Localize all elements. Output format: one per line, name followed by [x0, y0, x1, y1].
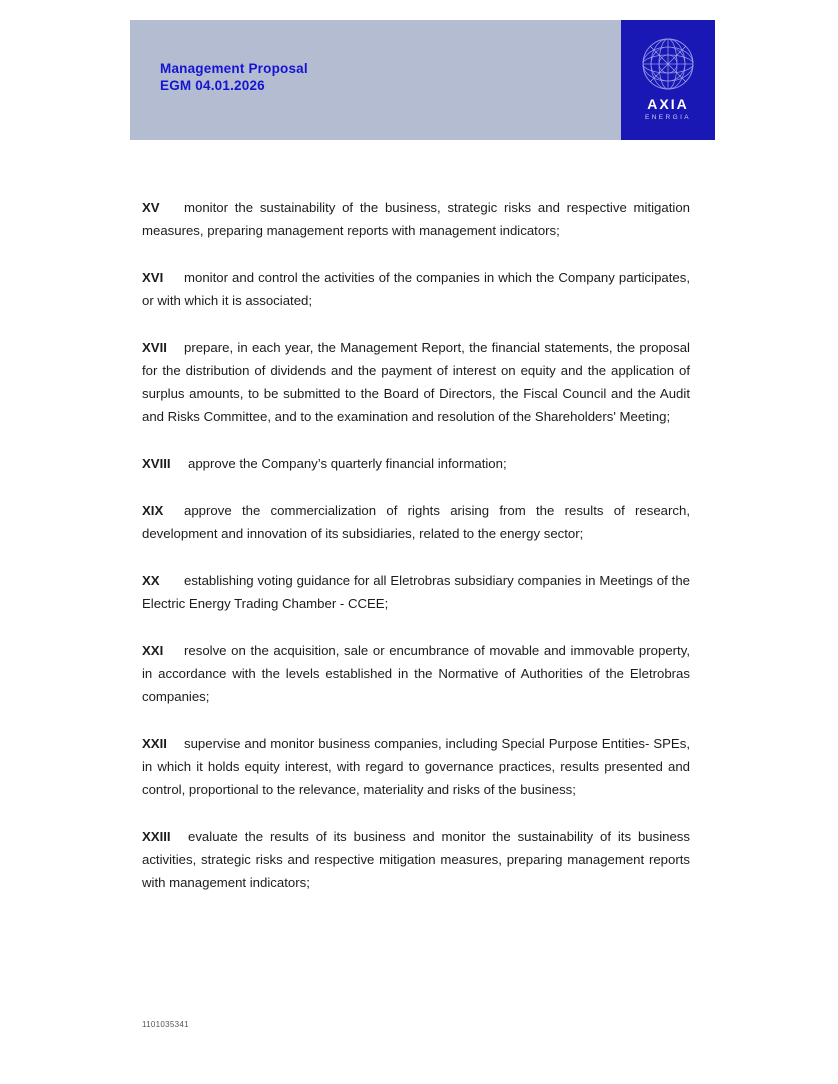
header-title	[160, 60, 308, 94]
logo-wordmark: AXIA	[647, 96, 689, 112]
header-band	[130, 20, 621, 140]
clause-list	[142, 196, 690, 894]
clause-item	[142, 266, 690, 312]
clause-item	[142, 732, 690, 801]
clause-text: approve the Company’s quarterly financial information;	[188, 456, 507, 471]
company-logo	[621, 20, 715, 140]
clause-item	[142, 336, 690, 428]
clause-text: approve the commercialization of rights arising from the results of research, development and innovation of its subsidiaries, related to the energy sector;	[142, 503, 690, 541]
clause-text: monitor and control the activities of the companies in which the Company participates, or with which it is associated;	[142, 270, 690, 308]
header-title-line1: Management Proposal	[160, 61, 308, 76]
document-header	[130, 20, 715, 140]
clause-numeral: XXII	[142, 736, 167, 751]
clause-text: resolve on the acquisition, sale or encumbrance of movable and immovable property, in accordance with the levels established in the Normative of Authorities of the Eletrobras companies;	[142, 643, 690, 704]
clause-numeral: XX	[142, 573, 160, 588]
clause-numeral: XVII	[142, 340, 167, 355]
clause-text: monitor the sustainability of the business, strategic risks and respective mitigation measures, preparing management reports with management indicators;	[142, 200, 690, 238]
clause-numeral: XVI	[142, 270, 164, 285]
clause-numeral: XVIII	[142, 456, 171, 471]
clause-text: establishing voting guidance for all Eletrobras subsidiary companies in Meetings of the Electric Energy Trading Chamber - CCEE;	[142, 573, 690, 611]
clause-item	[142, 196, 690, 242]
clause-item	[142, 499, 690, 545]
clause-numeral: XXIII	[142, 829, 171, 844]
header-title-line2: EGM 04.01.2026	[160, 78, 265, 93]
clause-text: supervise and monitor business companies, including Special Purpose Entities- SPEs, in which it holds equity interest, with regard to governance practices, results presented and control, proportional to the relevance, materiality and risks of the business;	[142, 736, 690, 797]
clause-text: prepare, in each year, the Management Report, the financial statements, the proposal for the distribution of dividends and the payment of interest on equity and the application of surplus amounts, to be submitted to the Board of Directors, the Fiscal Council and the Audit and Risks Committee, and to the examination and resolution of the Shareholders' Meeting;	[142, 340, 690, 424]
clause-numeral: XXI	[142, 643, 164, 658]
clause-item	[142, 569, 690, 615]
clause-item	[142, 639, 690, 708]
clause-numeral: XIX	[142, 503, 164, 518]
clause-item	[142, 825, 690, 894]
logo-subtitle: ENERGIA	[644, 114, 692, 121]
clause-text: evaluate the results of its business and monitor the sustainability of its business activities, strategic risks and respective mitigation measures, preparing management reports with management indicators;	[142, 829, 690, 890]
document-code: 1101035341	[142, 1020, 189, 1029]
clause-item	[142, 452, 690, 475]
clause-numeral: XV	[142, 200, 160, 215]
globe-sphere-icon	[640, 36, 696, 92]
